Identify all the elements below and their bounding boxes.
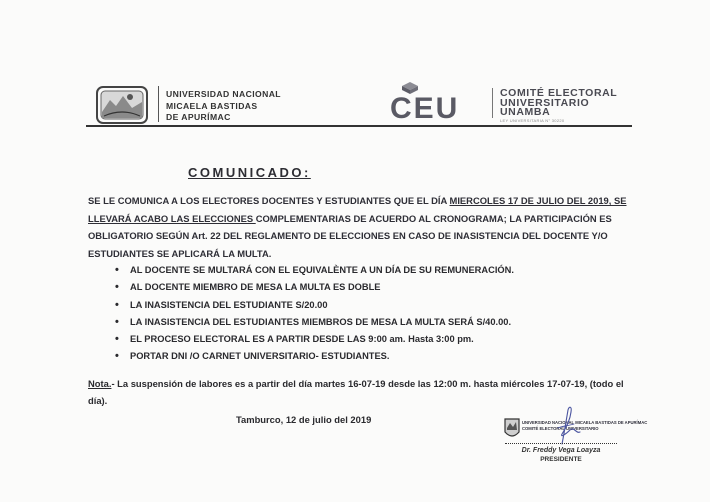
note-text: - La suspensión de labores es a partir del día martes 16-07-19 desde las 12:00 m. hasta miércoles 17-07-19, (todo el día). (88, 378, 624, 406)
place-date: Tamburco, 12 de julio del 2019 (236, 414, 372, 425)
header-rule (86, 125, 632, 127)
committee-name-line-2: UNIVERSITARIO (500, 96, 590, 109)
list-item: • LA INASISTENCIA DEL ESTUDIANTES MIEMBROS DE MESA LA MULTA SERÁ S/40.00. (115, 314, 615, 331)
list-item: • AL DOCENTE MIEMBRO DE MESA LA MULTA ES DOBLE (115, 279, 615, 296)
intro-text-2: COMPLEMENTARIAS DE ACUERDO AL CRONOGRAMA; LA PARTICIPACIÓN ES OBLIGATORIO SEGÚN Art. 22 DEL REGLAMENTO DE ELECCIONES EN CASO DE INASISTENCIA DEL DOCENTE Y/O ESTUDIANTES SE APLICARÁ LA MULTA. (88, 212, 612, 259)
signature-line (505, 443, 617, 444)
committee-name-line-1: COMITÉ ELECTORAL (500, 87, 618, 99)
signer-name: Dr. Freddy Vega Loayza (521, 447, 601, 454)
seal-emblem-icon (504, 418, 520, 440)
university-crest-icon (96, 86, 148, 124)
committee-name (500, 89, 617, 118)
rules-list (115, 262, 615, 366)
university-name (166, 89, 281, 124)
intro-text-1: SE LE COMUNICA A LOS ELECTORES DOCENTES Y ESTUDIANTES QUE EL DÍA (88, 195, 450, 206)
list-item: • PORTAR DNI /O CARNET UNIVERSITARIO- ESTUDIANTES. (115, 348, 615, 365)
committee-subline: LEY UNIVERSITARIA N° 30220 (500, 118, 565, 123)
committee-name-line-3: UNAMBA (500, 106, 551, 119)
signer-role: PRESIDENTE (540, 456, 582, 463)
committee-divider (492, 88, 493, 118)
seal-line-2: COMITÉ ELECTORAL UNIVERSITARIO (522, 426, 599, 431)
list-item: • EL PROCESO ELECTORAL ES A PARTIR DESDE LAS 9:00 am. Hasta 3:00 pm. (115, 331, 615, 348)
list-item: • AL DOCENTE SE MULTARÁ CON EL EQUIVALÈNTE A UN DÍA DE SU REMUNERACIÓN. (115, 262, 615, 279)
document-title: COMUNICADO: (188, 165, 311, 180)
seal-line-1: UNIVERSIDAD NACIONAL MICAELA BASTIDAS DE APURÍMAC (522, 420, 648, 425)
university-name-line-3: DE APURÍMAC (166, 112, 231, 122)
ceu-logo-icon (388, 80, 484, 120)
university-name-line-2: MICAELA BASTIDAS (166, 100, 258, 111)
intro-paragraph (88, 192, 648, 262)
note-label: Nota. (88, 378, 112, 389)
list-item: • LA INASISTENCIA DEL ESTUDIANTE S/20.00 (115, 297, 615, 314)
handwritten-signature-icon (540, 404, 590, 448)
university-name-line-1: UNIVERSIDAD NACIONAL (166, 89, 281, 99)
ceu-logo-text: CEU (390, 92, 460, 120)
header-divider (158, 86, 159, 122)
intro-date-underlined: MIERCOLES 17 DE JULIO DEL 2019, SE LLEVARÁ ACABO LAS ELECCIONES (88, 195, 627, 224)
